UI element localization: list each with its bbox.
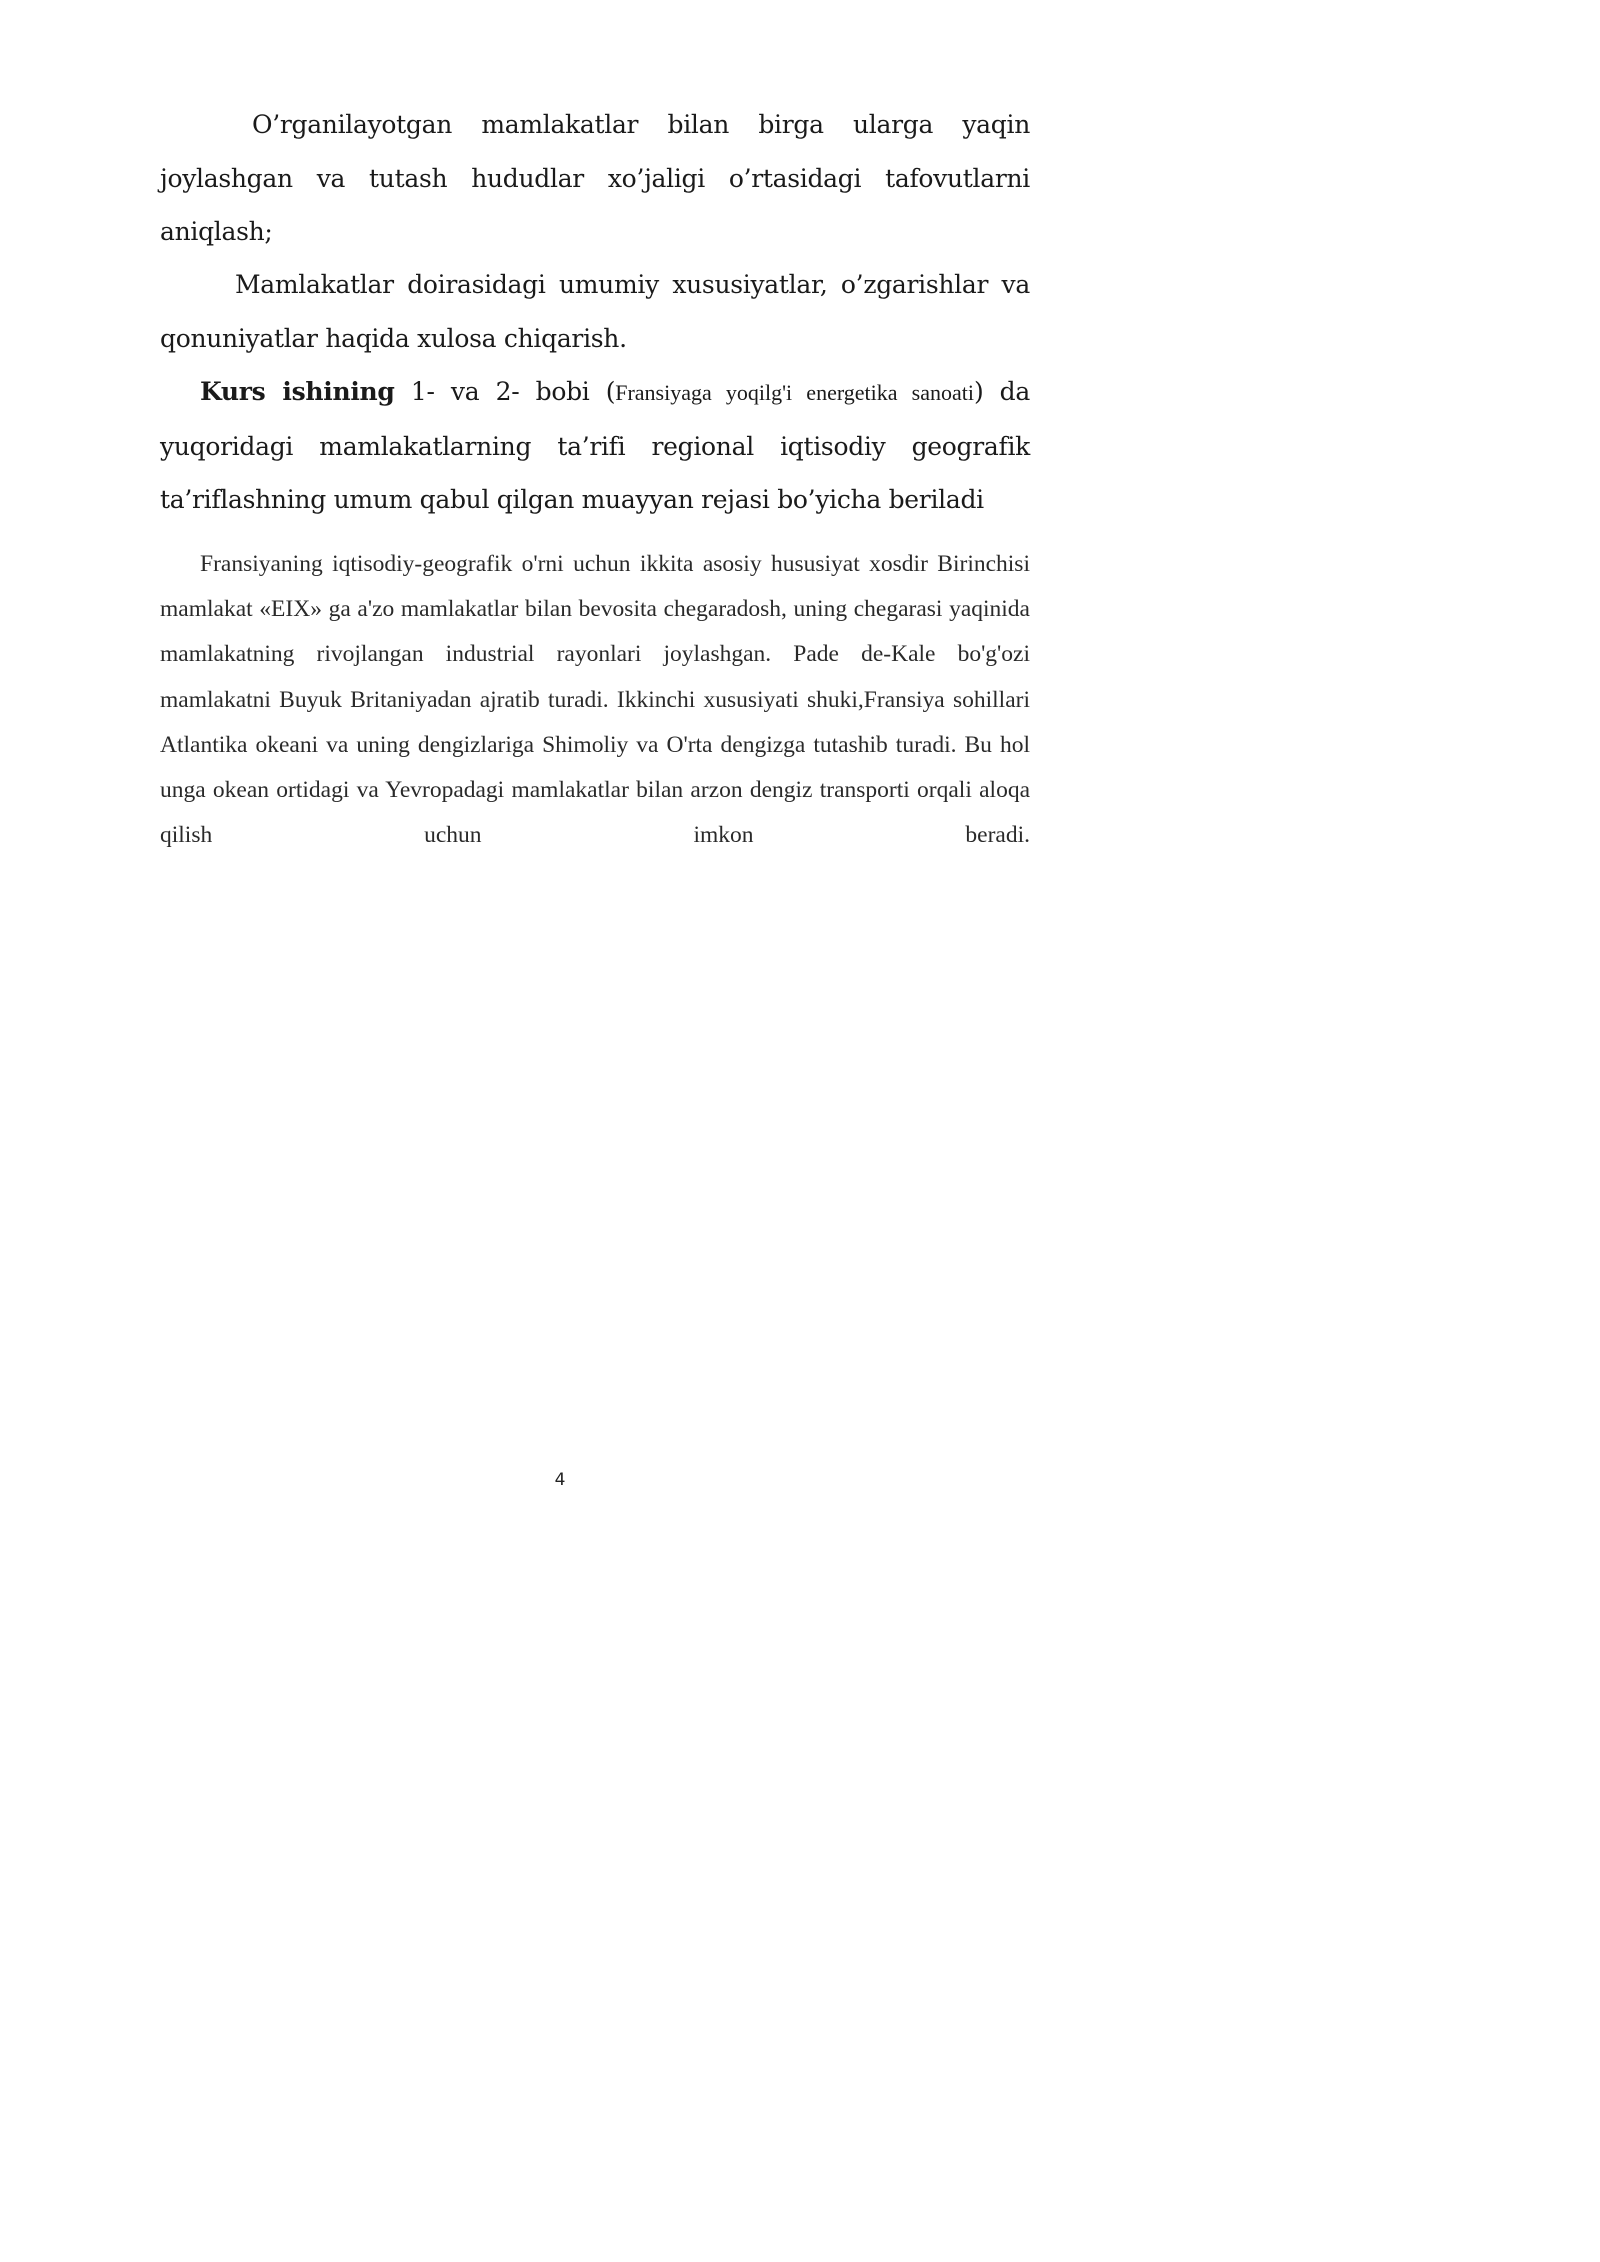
paragraph-conclusion-task: Mamlakatlar doirasidagi umumiy xususiyatlar, o’zgarishlar va qonuniyatlar haqida xulosa chiqarish.	[160, 270, 1030, 353]
text-after-inline: ) da yuqoridagi mamlakatlarning ta’rifi regional iqtisodiy geografik ta’riflashning umum qabul qilgan muayyan rejasi bo’yicha beriladi	[160, 377, 1030, 514]
document-page	[0, 0, 1120, 1584]
inline-topic-text: Fransiyaga yoqilg'i energetika sanoati	[615, 380, 974, 405]
paragraph-comparison-task: O’rganilayotgan mamlakatlar bilan birga ularga yaqin joylashgan va tutash hududlar xo’jaligi o’rtasidagi tafovutlarni aniqlash;	[160, 110, 1030, 246]
paragraph-france-geography: Fransiyaning iqtisodiy-geografik o'rni uchun ikkita asosiy hususiyat xosdir Birinchisi mamlakat «EIX» ga a'zo mamlakatlar bilan bevosita chegaradosh, uning chegarasi yaqinida mamlakatning rivojlangan industrial rayonlari joylashgan. Pade de-Kale bo'g'ozi mamlakatni Buyuk Britaniyadan ajratib turadi. Ikkinchi xususiyati shuki,Fransiya sohillari Atlantika okeani va uning dengizlariga Shimoliy va O'rta dengizga tutashib turadi. Bu hol unga okean ortidagi va Yevropadagi mamlakatlar bilan arzon dengiz transporti orqali aloqa qilish uchun imkon beradi.	[160, 551, 1030, 849]
bold-lead-text: Kurs ishining	[200, 377, 395, 406]
text-before-inline: 1- va 2- bobi (	[394, 377, 616, 406]
paragraph-course-structure	[160, 365, 1030, 527]
page-number: 4	[554, 1470, 566, 1490]
